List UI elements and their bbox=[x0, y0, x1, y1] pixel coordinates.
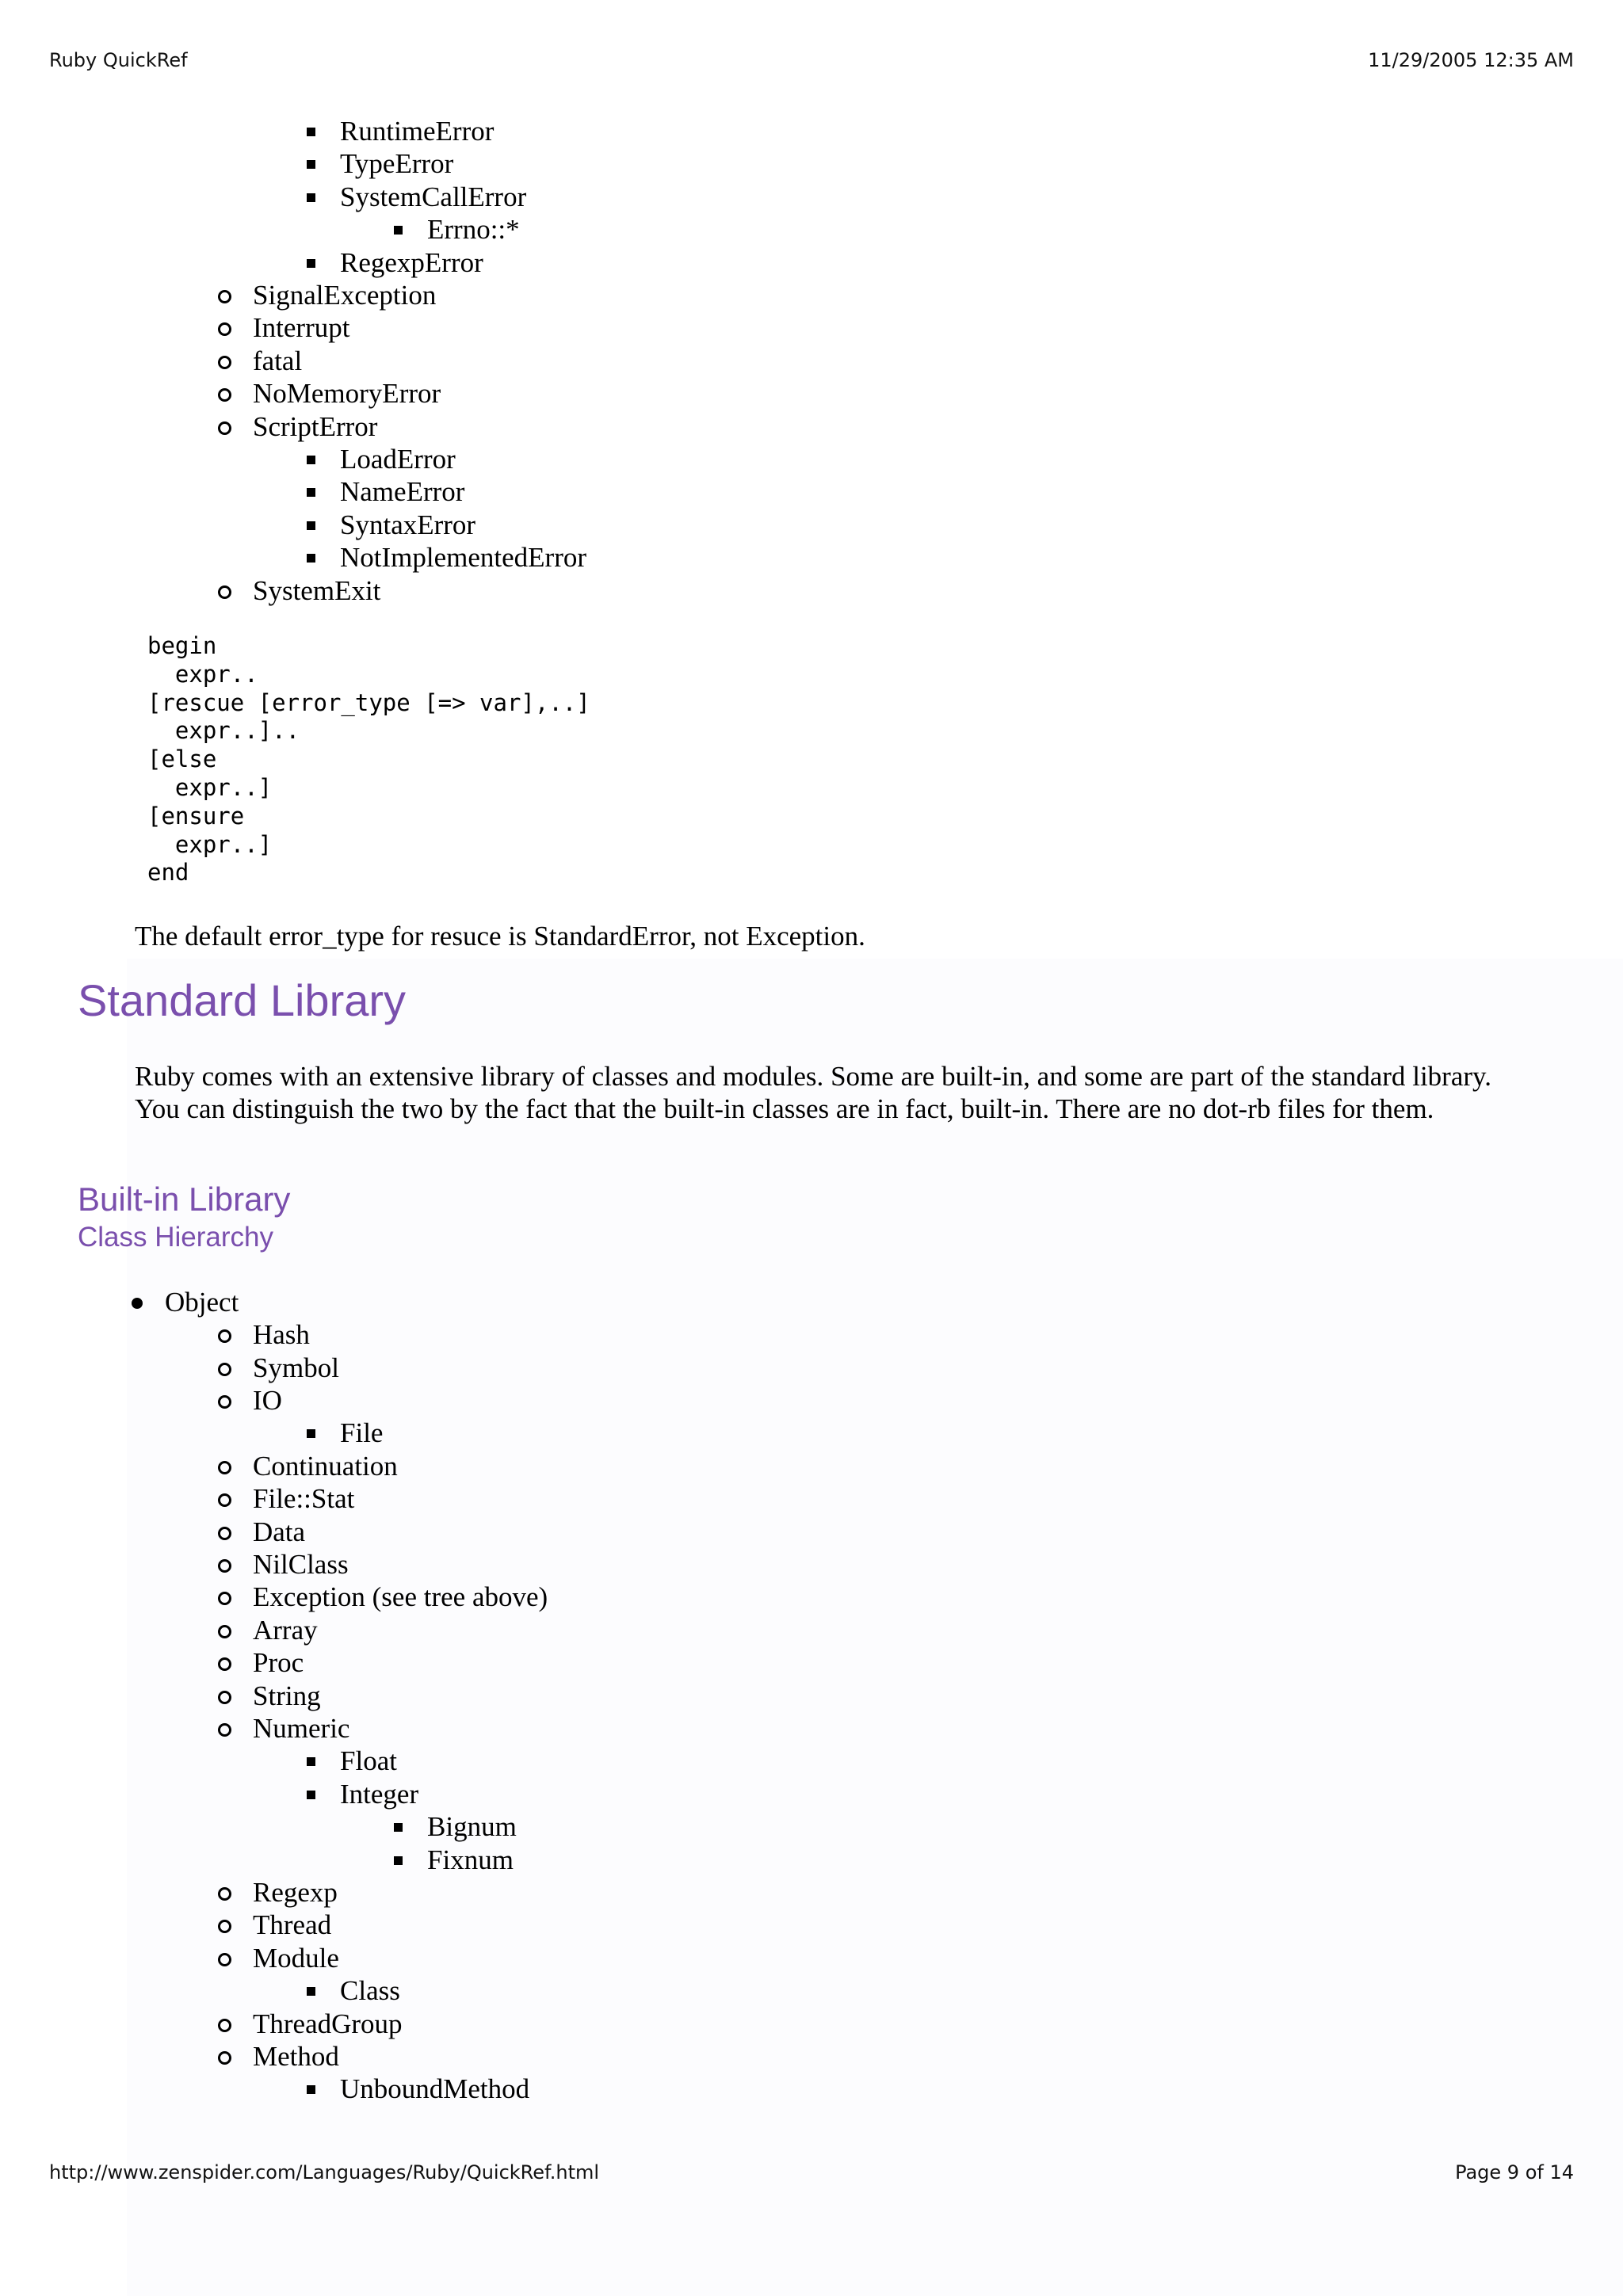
header-title: Ruby QuickRef bbox=[49, 49, 188, 71]
standard-library-intro: Ruby comes with an extensive library of classes and modules. Some are built-in, and some are part of the standard library. You can distinguish the two by the fact that the built-in classes are in fact, built-in. There are no dot-rb files for them. bbox=[135, 1061, 1491, 1124]
list-item: Regexp bbox=[253, 1877, 338, 1908]
list-item: Bignum bbox=[427, 1811, 517, 1842]
page-number: Page 9 of 14 bbox=[1455, 2161, 1574, 2183]
list-item: UnboundMethod bbox=[340, 2073, 530, 2104]
list-item: SystemCallError bbox=[340, 181, 527, 212]
list-item: Errno::* bbox=[427, 214, 520, 245]
list-item: SystemExit bbox=[253, 575, 381, 606]
list-item: TypeError bbox=[340, 148, 454, 179]
list-item: Numeric bbox=[253, 1713, 350, 1744]
list-item: ScriptError bbox=[253, 411, 378, 442]
list-item: SignalException bbox=[253, 280, 437, 311]
list-item: Symbol bbox=[253, 1352, 339, 1383]
list-item: Hash bbox=[253, 1319, 310, 1350]
list-item: Data bbox=[253, 1516, 306, 1547]
list-item: Exception (see tree above) bbox=[253, 1581, 548, 1612]
list-item: SyntaxError bbox=[340, 509, 476, 540]
list-item: Thread bbox=[253, 1909, 332, 1940]
list-item: NoMemoryError bbox=[253, 378, 441, 409]
list-item: String bbox=[253, 1680, 321, 1711]
section-subheading-class-hierarchy: Class Hierarchy bbox=[78, 1222, 273, 1253]
list-item: File::Stat bbox=[253, 1483, 355, 1514]
list-item: Array bbox=[253, 1615, 318, 1646]
list-item: IO bbox=[253, 1385, 282, 1416]
list-item: Float bbox=[340, 1745, 397, 1776]
list-item: Module bbox=[253, 1943, 339, 1974]
list-item: ThreadGroup bbox=[253, 2008, 403, 2039]
list-item: File bbox=[340, 1417, 384, 1448]
list-item: Class bbox=[340, 1975, 400, 2006]
section-heading-builtin-library: Built-in Library bbox=[78, 1180, 291, 1218]
header-datetime: 11/29/2005 12:35 AM bbox=[1368, 49, 1574, 71]
list-item: RegexpError bbox=[340, 247, 483, 278]
list-item: Interrupt bbox=[253, 312, 350, 343]
list-item: Object bbox=[165, 1287, 239, 1318]
list-item: Continuation bbox=[253, 1451, 398, 1482]
default-error-note: The default error_type for resuce is StandardError, not Exception. bbox=[135, 921, 865, 952]
list-item: Integer bbox=[340, 1779, 419, 1810]
list-item: Fixnum bbox=[427, 1844, 514, 1875]
section-heading-standard-library: Standard Library bbox=[78, 975, 407, 1025]
footer-url[interactable]: http://www.zenspider.com/Languages/Ruby/QuickRef.html bbox=[49, 2161, 600, 2183]
list-item: fatal bbox=[253, 345, 303, 376]
code-block: begin expr.. [rescue [error_type [=> var],..] expr..].. [else expr..] [ensure expr..] end bbox=[147, 632, 590, 887]
list-item: Method bbox=[253, 2041, 339, 2072]
list-item: NameError bbox=[340, 476, 465, 507]
list-item: RuntimeError bbox=[340, 116, 495, 147]
list-item: NotImplementedError bbox=[340, 542, 587, 573]
list-item: NilClass bbox=[253, 1549, 349, 1580]
list-item: LoadError bbox=[340, 444, 456, 475]
list-item: Proc bbox=[253, 1647, 304, 1678]
